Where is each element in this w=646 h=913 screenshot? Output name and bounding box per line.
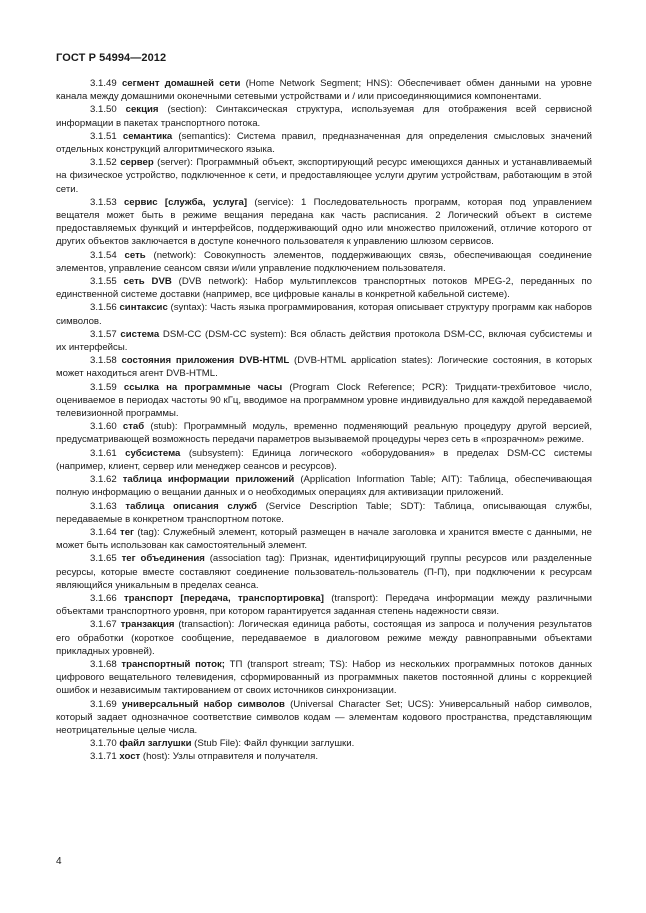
entry-definition: (semantics): Система правил, предназначенная для определения смысловых значений отдельных конструкций алгоритмического языка. xyxy=(56,130,592,156)
entry-number: 3.1.60 xyxy=(90,421,117,433)
entry-definition: (Stub File): Файл функции заглушки. xyxy=(191,738,355,750)
entry-term: состояния приложения DVB-HTML xyxy=(121,355,290,367)
entry-number: 3.1.54 xyxy=(90,249,117,261)
entry-term: файл заглушки xyxy=(119,738,192,750)
entry-term: сервис [служба, услуга] xyxy=(123,196,248,208)
entry-term: сеть xyxy=(124,249,146,261)
entry-term: транзакция xyxy=(120,619,175,631)
definition-entry xyxy=(56,592,592,618)
definition-entry xyxy=(56,301,592,327)
entry-number: 3.1.58 xyxy=(90,355,117,367)
definition-entry xyxy=(56,103,592,129)
entry-number: 3.1.66 xyxy=(90,592,117,604)
entry-definition: (transaction): Логическая единица работы, состоящая из запроса и получения результатов его обработки (короткое сообщение, передаваемое в диалоговом режиме между равноправными объектами прикладных уровней). xyxy=(56,619,592,657)
entry-number: 3.1.70 xyxy=(90,738,117,750)
entry-definition: (Home Network Segment; HNS): Обеспечивает обмен данными на уровне канала между домашними оконечными сетевыми устройствами и / или присоединяющимися компонентами. xyxy=(56,78,592,103)
entry-number: 3.1.71 xyxy=(90,751,117,763)
entry-definition: (server): Программный объект, экспортирующий ресурс имеющихся данных и устанавливаемый на физическое устройство, подключенное к сети, и предоставляющее услуги другим устройствам, работающим в этой сети. xyxy=(56,157,593,195)
entry-definition: (transport): Передача информации между различными объектами транспортного уровня, при котором гарантируется заданная степень надежности связи. xyxy=(56,592,592,618)
entry-definition: (tag): Служебный элемент, который размещен в начале заголовка и хранится вместе с данными, не может быть использован как самостоятельный элемент. xyxy=(56,526,592,552)
definition-entry xyxy=(56,500,592,526)
entry-term: сеть DVB xyxy=(123,276,172,288)
definition-entry xyxy=(56,328,592,354)
definition-entry xyxy=(56,526,592,552)
entry-number: 3.1.53 xyxy=(90,196,117,208)
definition-entry xyxy=(56,130,592,156)
entry-number: 3.1.55 xyxy=(90,276,117,288)
definition-entry xyxy=(56,354,592,380)
entry-definition: (DVB network): Набор мультиплексов транспортных потоков MPEG-2, переданных по единственной системе доставки (например, все цифровые каналы в конкретной кабельной системе). xyxy=(56,276,592,301)
entry-term: ссылка на программные часы xyxy=(123,381,283,393)
entry-term: тег xyxy=(120,526,135,538)
entry-definition: (service): 1 Последовательность программ, которая под управлением вещателя может быть в режиме вещания передана как часть расписания. 2 Логический объект в системе предоставляемых функций и интерфейсов, поддерживающий одно или множество приложений, отличие которого от других объектов заключается в доступе конечного пользователя к управлению шлюзом сервисов. xyxy=(56,196,593,248)
definition-entry xyxy=(56,156,592,196)
entry-number: 3.1.50 xyxy=(90,104,117,116)
entry-definition: (Application Information Table; AIT): Таблица, обеспечивающая полную информацию о вещании данных и о необходимых операциях для активизации приложений. xyxy=(56,474,592,499)
entry-number: 3.1.49 xyxy=(90,78,117,89)
definition-entry xyxy=(56,275,592,301)
entry-number: 3.1.56 xyxy=(90,302,117,314)
definition-entry xyxy=(56,618,592,658)
standard-code-header: ГОСТ Р 54994—2012 xyxy=(56,52,167,64)
entry-term: таблица описания служб xyxy=(125,500,257,512)
entry-definition: (Universal Character Set; UCS): Универсальный набор символов, который задает однозначное соответствие символов кодам — элементам кодового пространства, представляющим неотрицательные целые числа. xyxy=(56,698,593,736)
entry-number: 3.1.62 xyxy=(90,474,117,486)
entry-definition: (association tag): Признак, идентифицирующий группы ресурсов или разделенные ресурсы, которые вместе составляют соединение пользователь-пользователь (П-П), при подключении к ресурсам являющийся уникальным в пределах сеанса. xyxy=(56,553,593,591)
entry-term: сегмент домашней сети xyxy=(121,78,241,89)
entry-definition: (section): Синтаксическая структура, используемая для отображения всей сервисной информации в пакетах транспортного потока. xyxy=(56,104,592,129)
entry-number: 3.1.51 xyxy=(90,130,117,142)
entry-term: тег объединения xyxy=(121,553,205,565)
definition-entry xyxy=(56,750,592,763)
entry-definition: ТП (transport stream; TS): Набор из нескольких программных потоков данных цифрового вещательного телевидения, сформированный из программных пакетов постоянной длины с коррекцией ошибок и независимым тактированием от своих источников синхронизации. xyxy=(56,658,592,697)
entry-term: система xyxy=(120,328,160,340)
entry-definition: (subsystem): Единица логического «оборудования» в пределах DSM-CC системы (например, клиент, сервер или менеджер сеансов и ресурсов). xyxy=(56,447,593,472)
definition-entry xyxy=(56,420,592,446)
entry-definition: (host): Узлы отправителя и получателя. xyxy=(140,751,318,763)
entry-definition: (Program Clock Reference; PCR): Тридцати-трехбитовое число, оцениваемое в периодах частоты 90 кГц, вводимое на программном уровне индивидуально для каждой передаваемой телевизионной программы. xyxy=(56,381,592,420)
entry-term: семантика xyxy=(122,130,173,142)
entry-number: 3.1.68 xyxy=(90,658,117,670)
entry-term: универсальный набор символов xyxy=(121,698,285,710)
entry-definition: (Service Description Table; SDT): Таблица, описывающая службы, передаваемые в конкретном транспортном потоке. xyxy=(56,500,593,525)
entry-term: таблица информации приложений xyxy=(122,474,295,486)
entry-number: 3.1.65 xyxy=(90,553,117,565)
entry-number: 3.1.59 xyxy=(90,381,117,393)
entry-definition: (syntax): Часть языка программирования, которая описывает структуру программ как наборов символов. xyxy=(56,302,592,327)
entry-definition: (network): Совокупность элементов, поддерживающих связь, обеспечивающая соединение элементов, управление сеансом связи и/или управление подключением пользователя. xyxy=(56,249,592,274)
entry-number: 3.1.57 xyxy=(90,328,117,340)
entry-number: 3.1.64 xyxy=(90,526,117,538)
entry-number: 3.1.67 xyxy=(90,619,117,631)
entry-definition: DSM-CC (DSM-CC system): Вся область действия протокола DSM-CC, включая субсистемы и их интерфейсы. xyxy=(56,328,592,354)
definitions-list xyxy=(56,77,592,764)
definition-entry xyxy=(56,447,592,473)
entry-number: 3.1.52 xyxy=(90,157,117,169)
entry-term: стаб xyxy=(122,421,145,433)
entry-term: синтаксис xyxy=(119,302,168,314)
definition-entry xyxy=(56,77,592,103)
definition-entry xyxy=(56,381,592,421)
definition-entry xyxy=(56,737,592,750)
definition-entry xyxy=(56,658,592,698)
entry-definition: (stub): Программный модуль, временно подменяющий реальную процедуру другой версией, предусматривающей возможность передачи параметров вызываемой процедуры через сеть в «прозрачном» режиме. xyxy=(56,421,592,446)
definition-entry xyxy=(56,196,592,249)
entry-term: транспорт [передача, транспортировка] xyxy=(123,592,324,604)
entry-term: сервер xyxy=(120,157,154,169)
entry-number: 3.1.61 xyxy=(90,447,117,459)
entry-term: транспортный поток; xyxy=(121,658,225,670)
entry-term: субсистема xyxy=(125,447,181,459)
definition-entry xyxy=(56,698,592,738)
entry-definition: (DVB-HTML application states): Логические состояния, в которых может находиться агент DVB-HTML. xyxy=(56,355,592,380)
entry-term: секция xyxy=(125,104,159,116)
definition-entry xyxy=(56,473,592,499)
entry-number: 3.1.69 xyxy=(90,698,117,710)
page-number: 4 xyxy=(56,856,62,867)
entry-number: 3.1.63 xyxy=(90,500,117,512)
entry-term: хост xyxy=(119,751,141,763)
definition-entry xyxy=(56,552,592,592)
definition-entry xyxy=(56,249,592,275)
